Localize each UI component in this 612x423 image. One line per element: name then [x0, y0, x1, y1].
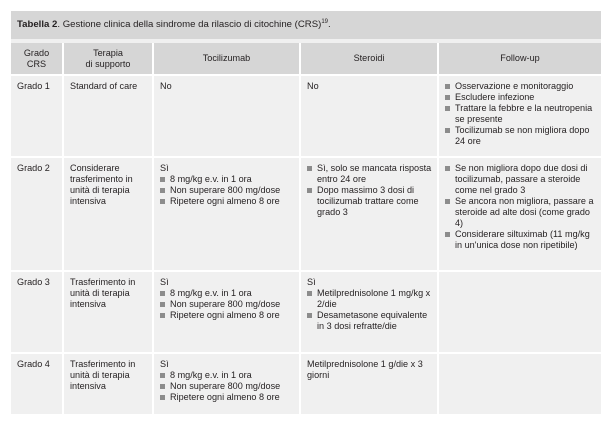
list-item: [445, 196, 598, 229]
list-item-text: Se non migliora dopo due dosi di tocilizumab, passare a steroide come nel grado 3: [455, 163, 588, 195]
square-bullet-icon: [160, 188, 165, 193]
grade-cell: Grado 4: [11, 354, 64, 414]
steroids-lead: Sì: [307, 277, 316, 287]
table-row: [11, 158, 601, 272]
list-item: [307, 163, 434, 185]
header-tocilizumab: Tocilizumab: [154, 43, 301, 76]
square-bullet-icon: [445, 95, 450, 100]
support-cell: Considerare trasferimento in unità di terapia intensiva: [64, 158, 154, 272]
square-bullet-icon: [307, 188, 312, 193]
list-item-text: Ripetere ogni almeno 8 ore: [170, 310, 280, 320]
list-item: [160, 196, 296, 207]
table-container: [11, 11, 601, 412]
list-item-text: Metilprednisolone 1 mg/kg x 2/die: [317, 288, 431, 309]
steroids-list: [307, 163, 434, 218]
list-item-text: Escludere infezione: [455, 92, 535, 102]
list-item: [307, 288, 434, 310]
square-bullet-icon: [160, 302, 165, 307]
list-item-text: Considerare siltuximab (11 mg/kg in un'unica dose non ripetibile): [455, 229, 590, 250]
square-bullet-icon: [160, 291, 165, 296]
list-item-text: Dopo massimo 3 dosi di tocilizumab trattare come grado 3: [317, 185, 419, 217]
support-cell: Trasferimento in unità di terapia intensiva: [64, 272, 154, 354]
followup-list: [445, 163, 598, 251]
tocilizumab-list: [160, 370, 296, 403]
list-item-text: Non superare 800 mg/dose: [170, 299, 281, 309]
list-item: [445, 103, 598, 125]
list-item-text: Ripetere ogni almeno 8 ore: [170, 196, 280, 206]
tocilizumab-lead: Sì: [160, 163, 169, 173]
list-item: [160, 370, 296, 381]
tocilizumab-list: [160, 288, 296, 321]
list-item-text: Sì, solo se mancata risposta entro 24 ore: [317, 163, 432, 184]
list-item-text: Tocilizumab se non migliora dopo 24 ore: [455, 125, 590, 146]
steroids-cell: [301, 76, 439, 158]
table-caption: [11, 11, 601, 39]
table-row: [11, 76, 601, 158]
steroids-cell: [301, 272, 439, 354]
list-item-text: 8 mg/kg e.v. in 1 ora: [170, 370, 252, 380]
square-bullet-icon: [160, 373, 165, 378]
grade-cell: Grado 2: [11, 158, 64, 272]
grade-cell: Grado 1: [11, 76, 64, 158]
list-item-text: Osservazione e monitoraggio: [455, 81, 574, 91]
support-cell: Standard of care: [64, 76, 154, 158]
list-item-text: Se ancora non migliora, passare a steroide ad alte dosi (come grado 4): [455, 196, 594, 228]
list-item: [307, 310, 434, 332]
square-bullet-icon: [445, 106, 450, 111]
header-grade: Grado CRS: [11, 43, 64, 76]
list-item: [160, 381, 296, 392]
list-item: [160, 392, 296, 403]
followup-cell: [439, 76, 601, 158]
list-item: [160, 288, 296, 299]
followup-cell: [439, 354, 601, 414]
list-item: [445, 163, 598, 196]
tocilizumab-cell: [154, 158, 301, 272]
steroids-lead: No: [307, 81, 319, 91]
tocilizumab-list: [160, 174, 296, 207]
list-item: [160, 185, 296, 196]
square-bullet-icon: [445, 128, 450, 133]
caption-reference: 19: [321, 19, 328, 25]
list-item-text: 8 mg/kg e.v. in 1 ora: [170, 174, 252, 184]
square-bullet-icon: [160, 177, 165, 182]
list-item: [307, 185, 434, 218]
list-item-text: Non superare 800 mg/dose: [170, 185, 281, 195]
square-bullet-icon: [445, 199, 450, 204]
square-bullet-icon: [160, 384, 165, 389]
square-bullet-icon: [445, 84, 450, 89]
list-item-text: Trattare la febbre e la neutropenia se presente: [455, 103, 593, 124]
tocilizumab-lead: Sì: [160, 359, 169, 369]
list-item: [445, 125, 598, 147]
list-item: [445, 81, 598, 92]
square-bullet-icon: [307, 313, 312, 318]
tocilizumab-lead: Sì: [160, 277, 169, 287]
list-item: [445, 229, 598, 251]
support-cell: Trasferimento in unità di terapia intensiva: [64, 354, 154, 414]
tocilizumab-cell: [154, 272, 301, 354]
caption-label: Tabella 2: [17, 19, 58, 30]
list-item-text: Desametasone equivalente in 3 dosi refratte/die: [317, 310, 428, 331]
square-bullet-icon: [307, 166, 312, 171]
list-item-text: Ripetere ogni almeno 8 ore: [170, 392, 280, 402]
list-item: [160, 299, 296, 310]
tocilizumab-lead: No: [160, 81, 172, 91]
steroids-cell: [301, 158, 439, 272]
header-support: Terapia di supporto: [64, 43, 154, 76]
table-row: [11, 272, 601, 354]
square-bullet-icon: [160, 199, 165, 204]
followup-list: [445, 81, 598, 147]
header-steroids: Steroidi: [301, 43, 439, 76]
tocilizumab-cell: [154, 76, 301, 158]
caption-text: . Gestione clinica della sindrome da rilascio di citochine (CRS): [57, 19, 322, 30]
square-bullet-icon: [160, 313, 165, 318]
header-followup: Follow-up: [439, 43, 601, 76]
steroids-cell: [301, 354, 439, 414]
steroids-lead: Metilprednisolone 1 g/die x 3 giorni: [307, 359, 423, 380]
steroids-list: [307, 288, 434, 332]
list-item: [160, 174, 296, 185]
caption-end: .: [328, 19, 331, 30]
crs-management-table: [11, 43, 601, 414]
table-row: [11, 354, 601, 414]
followup-cell: [439, 158, 601, 272]
square-bullet-icon: [160, 395, 165, 400]
followup-cell: [439, 272, 601, 354]
list-item-text: 8 mg/kg e.v. in 1 ora: [170, 288, 252, 298]
grade-cell: Grado 3: [11, 272, 64, 354]
list-item: [445, 92, 598, 103]
square-bullet-icon: [307, 291, 312, 296]
tocilizumab-cell: [154, 354, 301, 414]
header-row: [11, 43, 601, 76]
square-bullet-icon: [445, 166, 450, 171]
list-item-text: Non superare 800 mg/dose: [170, 381, 281, 391]
list-item: [160, 310, 296, 321]
square-bullet-icon: [445, 232, 450, 237]
